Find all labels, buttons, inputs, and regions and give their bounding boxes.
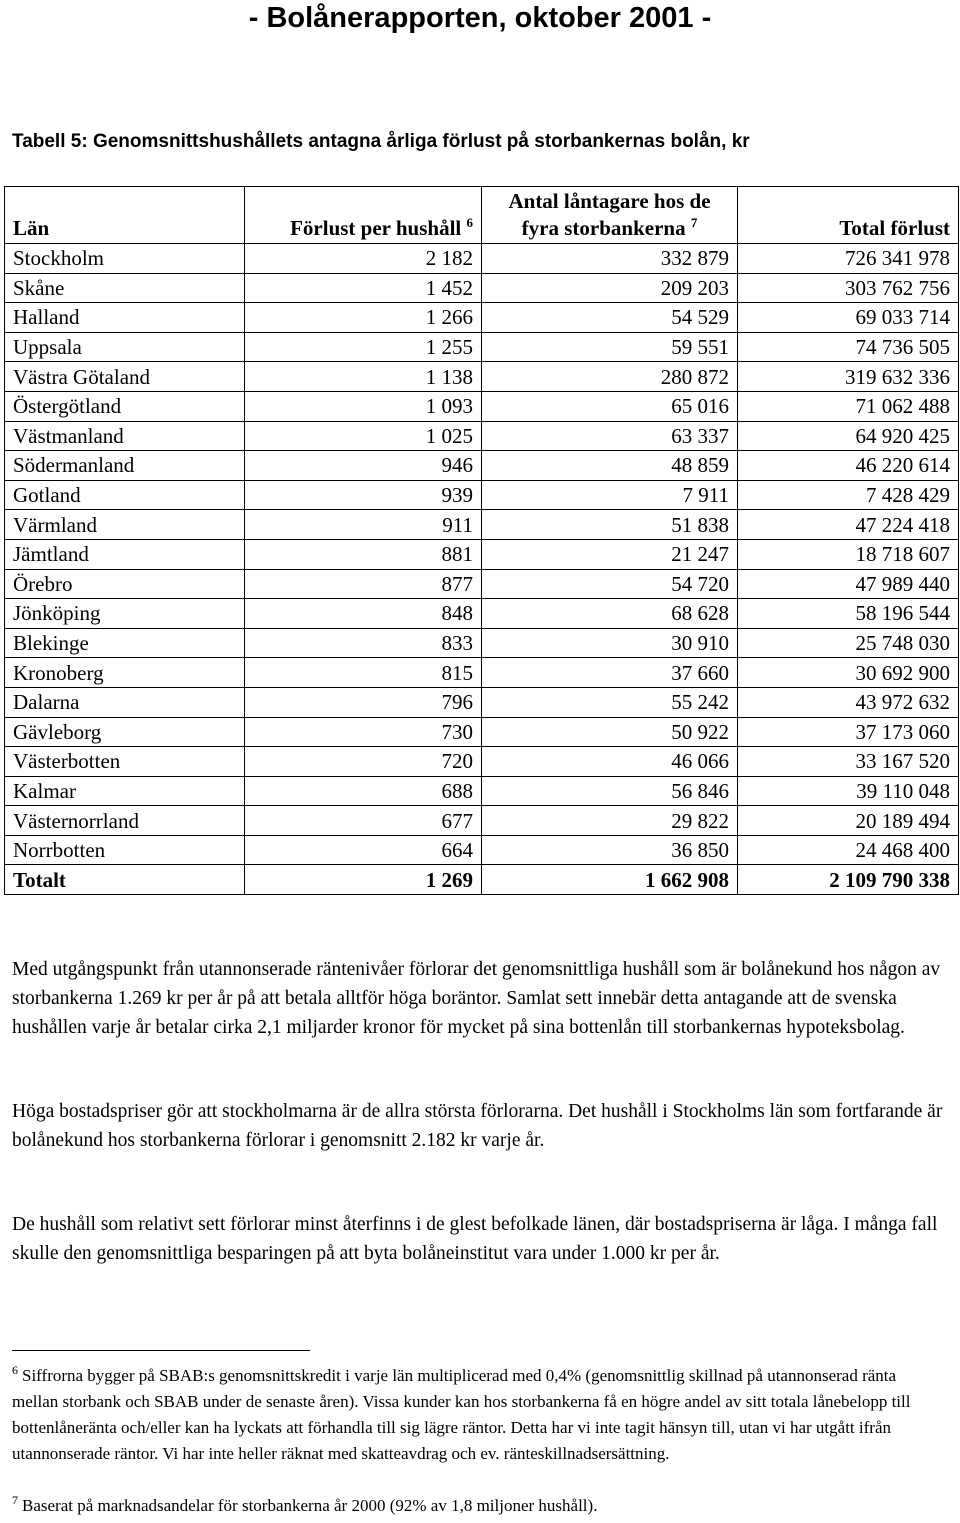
forlust-cell: 2 182 <box>245 244 482 274</box>
forlust-cell: 911 <box>245 510 482 540</box>
footnote-text: Siffrorna bygger på SBAB:s genomsnittskredit i varje län multiplicerad med 0,4% (genomsnittlig skillnad på utannonserad ränta mellan storbank och SBAB under de senaste åren). Vissa kunder kan hos storbankerna få en högre andel av sitt totala lånebelopp till bottenlåneränta och/eller kan ha lyckats att förhandla till sig lägre räntor. Detta har vi inte tagit hänsyn till, utan vi har utgått ifrån utannonserade räntor. Vi har inte heller räknat med skatteavdrag och ev. ränteskillnadsersättning. <box>12 1366 911 1463</box>
table-row <box>5 332 959 362</box>
forlust-cell: 720 <box>245 747 482 777</box>
table-row <box>5 658 959 688</box>
table-row <box>5 539 959 569</box>
table-row <box>5 747 959 777</box>
lan-cell: Blekinge <box>5 628 245 658</box>
body-paragraph: De hushåll som relativt sett förlorar minst återfinns i de glest befolkade länen, där bostadspriserna är låga. I många fall skulle den genomsnittliga besparingen på att byta bolåneinstitut vara under 1.000 kr per år. <box>12 1214 938 1264</box>
total-cell: 74 736 505 <box>738 332 959 362</box>
lan-cell: Stockholm <box>5 244 245 274</box>
lan-cell: Uppsala <box>5 332 245 362</box>
forlust-cell: 796 <box>245 687 482 717</box>
antal-cell: 55 242 <box>482 687 738 717</box>
footnote-mark: 7 <box>12 1493 18 1508</box>
total-cell: 33 167 520 <box>738 747 959 777</box>
footnote-ref-7: 7 <box>690 215 698 230</box>
total-cell: 726 341 978 <box>738 244 959 274</box>
forlust-cell: 833 <box>245 628 482 658</box>
antal-cell: 68 628 <box>482 599 738 629</box>
antal-cell: 48 859 <box>482 451 738 481</box>
footnote-divider <box>12 1350 310 1351</box>
lan-cell: Västra Götaland <box>5 362 245 392</box>
antal-cell: 36 850 <box>482 835 738 865</box>
forlust-cell: 1 093 <box>245 391 482 421</box>
total-cell: 46 220 614 <box>738 451 959 481</box>
header-total: Total förlust <box>738 187 959 244</box>
table-row <box>5 510 959 540</box>
lan-cell: Jönköping <box>5 599 245 629</box>
body-paragraph: Med utgångspunkt från utannonserade räntenivåer förlorar det genomsnittliga hushåll som är bolånekund hos någon av storbankerna 1.269 kr per år på att betala alltför höga boräntor. Samlat sett innebär detta antagande att de svenska hushållen varje år betalar cirka 2,1 miljarder kronor för mycket på sina bottenlån till storbankernas hypoteksbolag. <box>12 959 941 1038</box>
table-row <box>5 273 959 303</box>
header-lan: Län <box>5 187 245 244</box>
footnote-ref-6: 6 <box>466 215 473 230</box>
antal-cell: 21 247 <box>482 539 738 569</box>
footnote-6 <box>12 1363 942 1467</box>
lan-cell: Skåne <box>5 273 245 303</box>
antal-cell: 7 911 <box>482 480 738 510</box>
antal-cell: 37 660 <box>482 658 738 688</box>
antal-cell: 51 838 <box>482 510 738 540</box>
total-lan-cell: Totalt <box>5 865 245 895</box>
table-body <box>5 244 959 895</box>
antal-cell: 280 872 <box>482 362 738 392</box>
body-paragraph: Höga bostadspriser gör att stockholmarna är de allra största förlorarna. Det hushåll i Stockholms län som fortfarande är bolånekund hos storbankerna förlorar i genomsnitt 2.182 kr varje år. <box>12 1101 943 1151</box>
lan-cell: Jämtland <box>5 539 245 569</box>
forlust-cell: 939 <box>245 480 482 510</box>
lan-cell: Södermanland <box>5 451 245 481</box>
forlust-cell: 815 <box>245 658 482 688</box>
table-row <box>5 687 959 717</box>
table-row <box>5 835 959 865</box>
table-row <box>5 628 959 658</box>
table-row <box>5 362 959 392</box>
table-row <box>5 303 959 333</box>
total-cell: 25 748 030 <box>738 628 959 658</box>
antal-cell: 56 846 <box>482 776 738 806</box>
header-antal: Antal låntagare hos de fyra storbankerna $^7$ <box>482 187 738 244</box>
lan-cell: Värmland <box>5 510 245 540</box>
lan-cell: Gävleborg <box>5 717 245 747</box>
total-cell: 64 920 425 <box>738 421 959 451</box>
page-title: - Bolånerapporten, oktober 2001 - <box>248 2 712 34</box>
footnote-7 <box>12 1493 942 1519</box>
forlust-cell: 848 <box>245 599 482 629</box>
total-cell: 18 718 607 <box>738 539 959 569</box>
total-forlust-cell: 1 269 <box>245 865 482 895</box>
antal-cell: 54 720 <box>482 569 738 599</box>
total-cell: 47 224 418 <box>738 510 959 540</box>
total-cell: 58 196 544 <box>738 599 959 629</box>
total-cell: 20 189 494 <box>738 806 959 836</box>
forlust-cell: 1 452 <box>245 273 482 303</box>
total-cell: 24 468 400 <box>738 835 959 865</box>
antal-cell: 46 066 <box>482 747 738 777</box>
forlust-cell: 1 266 <box>245 303 482 333</box>
total-cell: 37 173 060 <box>738 717 959 747</box>
table-row <box>5 806 959 836</box>
table-row <box>5 599 959 629</box>
forlust-cell: 1 255 <box>245 332 482 362</box>
forlust-cell: 664 <box>245 835 482 865</box>
loss-table <box>4 186 959 895</box>
total-antal-cell: 1 662 908 <box>482 865 738 895</box>
table-total-row <box>5 865 959 895</box>
table-row <box>5 421 959 451</box>
forlust-cell: 946 <box>245 451 482 481</box>
total-cell: 43 972 632 <box>738 687 959 717</box>
forlust-cell: 877 <box>245 569 482 599</box>
footnote-mark: 6 <box>12 1363 18 1378</box>
antal-cell: 59 551 <box>482 332 738 362</box>
antal-cell: 332 879 <box>482 244 738 274</box>
forlust-cell: 688 <box>245 776 482 806</box>
total-total-cell: 2 109 790 338 <box>738 865 959 895</box>
antal-cell: 29 822 <box>482 806 738 836</box>
forlust-cell: 1 138 <box>245 362 482 392</box>
lan-cell: Västmanland <box>5 421 245 451</box>
lan-cell: Norrbotten <box>5 835 245 865</box>
lan-cell: Kronoberg <box>5 658 245 688</box>
antal-cell: 30 910 <box>482 628 738 658</box>
lan-cell: Västernorrland <box>5 806 245 836</box>
forlust-cell: 1 025 <box>245 421 482 451</box>
lan-cell: Gotland <box>5 480 245 510</box>
lan-cell: Halland <box>5 303 245 333</box>
lan-cell: Kalmar <box>5 776 245 806</box>
total-cell: 303 762 756 <box>738 273 959 303</box>
antal-cell: 54 529 <box>482 303 738 333</box>
table-row <box>5 391 959 421</box>
table-row <box>5 776 959 806</box>
total-cell: 47 989 440 <box>738 569 959 599</box>
total-cell: 30 692 900 <box>738 658 959 688</box>
lan-cell: Dalarna <box>5 687 245 717</box>
forlust-cell: 677 <box>245 806 482 836</box>
table-row <box>5 451 959 481</box>
forlust-cell: 881 <box>245 539 482 569</box>
table-row <box>5 244 959 274</box>
total-cell: 39 110 048 <box>738 776 959 806</box>
table-row <box>5 480 959 510</box>
table-header-row <box>5 187 959 244</box>
lan-cell: Västerbotten <box>5 747 245 777</box>
antal-cell: 209 203 <box>482 273 738 303</box>
total-cell: 69 033 714 <box>738 303 959 333</box>
antal-cell: 50 922 <box>482 717 738 747</box>
lan-cell: Östergötland <box>5 391 245 421</box>
forlust-cell: 730 <box>245 717 482 747</box>
total-cell: 7 428 429 <box>738 480 959 510</box>
total-cell: 319 632 336 <box>738 362 959 392</box>
table-row <box>5 569 959 599</box>
header-forlust: Förlust per hushåll $^6$ <box>245 187 482 244</box>
total-cell: 71 062 488 <box>738 391 959 421</box>
antal-cell: 65 016 <box>482 391 738 421</box>
antal-cell: 63 337 <box>482 421 738 451</box>
lan-cell: Örebro <box>5 569 245 599</box>
table-caption: Tabell 5: Genomsnittshushållets antagna årliga förlust på storbankernas bolån, kr <box>12 131 750 152</box>
table-row <box>5 717 959 747</box>
footnote-text: Baserat på marknadsandelar för storbankerna år 2000 (92% av 1,8 miljoner hushåll). <box>22 1496 598 1515</box>
